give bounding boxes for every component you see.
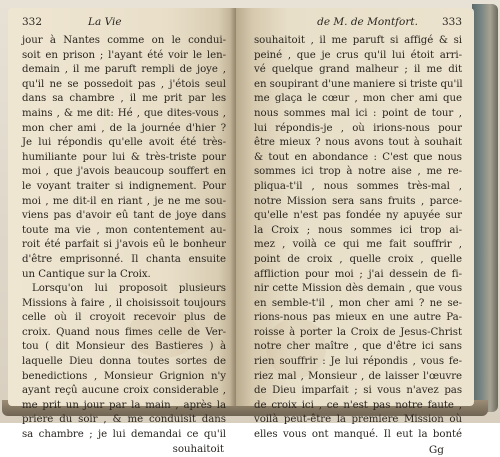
text-line: le voyant traiter si indignement. Pour <box>22 180 226 192</box>
text-line: mains , & me dit: Hé , que dites-vous , <box>22 107 226 119</box>
text-line: mon cher ami , de la journée d'hier ? <box>22 122 226 134</box>
text-line: nous sommes mal ici : point de tour , <box>254 107 462 119</box>
text-line: sommes ici trop à notre aise , me re- <box>254 166 462 178</box>
right-page-number: 333 <box>441 16 462 28</box>
text-line: demain , il me paruft rempli de joye , <box>22 64 226 76</box>
right-signature-mark: Gg <box>428 443 444 456</box>
text-line: soit en prison ; l'ayant été voir le len- <box>22 49 226 61</box>
text-line: celle où il croyoit recevoir plus de <box>22 312 226 324</box>
right-page <box>236 8 474 456</box>
text-line: humiliante pour lui & très-triste pour <box>22 151 226 163</box>
text-line: laquelle Dieu donna toutes sortes de <box>22 356 226 368</box>
text-line: priere du soir , & me conduisit dans <box>22 414 226 426</box>
text-line: en semble-t'il , mon cher ami ? ne se- <box>254 297 462 309</box>
text-line: moi , que j'avois beaucoup souffert en <box>22 166 226 178</box>
text-line: pliqua-t'il , nous sommes très-mal , <box>254 180 462 192</box>
text-line: la Croix ; nous sommes ici trop ai- <box>254 224 462 236</box>
text-line: croix. Quand nous fimes celle de Ver- <box>22 326 226 338</box>
text-line: de croix ici , ce n'est pas notre faute , <box>254 399 462 411</box>
text-line: de Dieu imparfait ; si vous n'avez pas <box>254 385 462 397</box>
text-line: affliction pour moi ; j'ai dessein de fi- <box>254 268 462 280</box>
text-line: souhaitoit , il me paruft si affigé & si <box>254 35 462 46</box>
paper-stain <box>266 318 326 378</box>
left-text-block <box>22 34 226 443</box>
text-line: rien souffrir : Je lui répondis , vous fe- <box>254 356 462 368</box>
left-catchword: souhaitoit <box>172 443 224 455</box>
text-line: peiné , que je crus qu'il lui étoit arri- <box>254 49 462 61</box>
left-page-number: 332 <box>22 16 43 28</box>
text-line: riez mal , Monsieur , de laisser l'œuvre <box>254 370 462 382</box>
text-line: qu'elle n'est pas fondée ny apuyée sur <box>254 210 462 222</box>
right-running-title: de M. de Montfort. <box>317 16 418 28</box>
text-line: mez , voilà ce qui me fait souffrir , <box>254 239 462 251</box>
left-running-head <box>22 16 226 32</box>
text-line: d'être emprisonné. Il chanta ensuite <box>22 253 226 265</box>
text-line: vé quelque grand malheur ; il me dit <box>254 64 462 76</box>
text-line: Lorsqu'on lui proposoit plusieurs <box>32 283 226 295</box>
text-line: voilà peut-être la premiere Mission où <box>254 414 462 426</box>
text-line: jour à Nantes comme on le condui- <box>22 35 226 46</box>
left-page <box>8 8 236 455</box>
text-line: elles vous ont manqué. Il eut la bonté <box>254 429 462 441</box>
text-line: nir cette Mission dès demain , que vous <box>254 283 462 295</box>
text-line: me glaça le cœur , mon cher ami que <box>254 93 462 105</box>
text-line: lui répondis-je , où irions-nous pour <box>254 122 462 134</box>
text-line: un Cantique sur la Croix. <box>22 268 151 280</box>
text-line: tou ( dit Monsieur des Bastieres ) à <box>22 341 226 353</box>
text-line: notre Mission sera sans fruits , parce- <box>254 195 462 207</box>
text-line: viens pas d'avoir eû tant de joye dans <box>22 210 226 222</box>
text-line: & tout en abondance : C'est que nous <box>254 151 462 163</box>
text-line: en soupirant d'une maniere si triste qu'il <box>254 78 463 90</box>
text-line: dans sa chambre , il me prit par les <box>22 93 226 105</box>
text-line: Je lui répondis qu'elle avoit été très- <box>22 137 226 149</box>
text-line: rions-nous pas mieux en une autre Pa- <box>254 312 462 324</box>
right-running-head <box>254 16 462 32</box>
text-line: roisse à porter la Croix de Jesus-Christ <box>254 326 462 338</box>
text-line: me prit un jour par la main , après la <box>22 399 226 411</box>
text-line: point de croix , quelle croix , quelle <box>254 253 462 265</box>
text-line: moi , me dit-il en riant , je ne me sou- <box>22 195 226 207</box>
text-line: Missions à faire , il choisissoit toujours <box>22 297 226 309</box>
left-running-title: La Vie <box>88 16 122 28</box>
text-line: roit été parfait si j'avois eû le bonheur <box>22 239 226 251</box>
book-fore-edge <box>472 4 498 412</box>
text-line: benedictions , Monsieur Grignion n'y <box>22 370 226 382</box>
right-text-block <box>254 34 462 443</box>
text-line: ayant reçû aucune croix considerable , <box>22 385 226 397</box>
paper-stain <box>128 308 198 358</box>
text-line: sa chambre ; je lui demandai ce qu'il <box>22 429 226 441</box>
text-line: toute ma vie , mon contentement au- <box>22 224 226 236</box>
text-line: être mieux ? nous avons tout à souhait <box>254 137 462 149</box>
text-line: qu'il ne se possedoit pas , j'étois seul <box>22 78 226 90</box>
text-line: notre cher maître , que d'être ici sans <box>254 341 462 353</box>
